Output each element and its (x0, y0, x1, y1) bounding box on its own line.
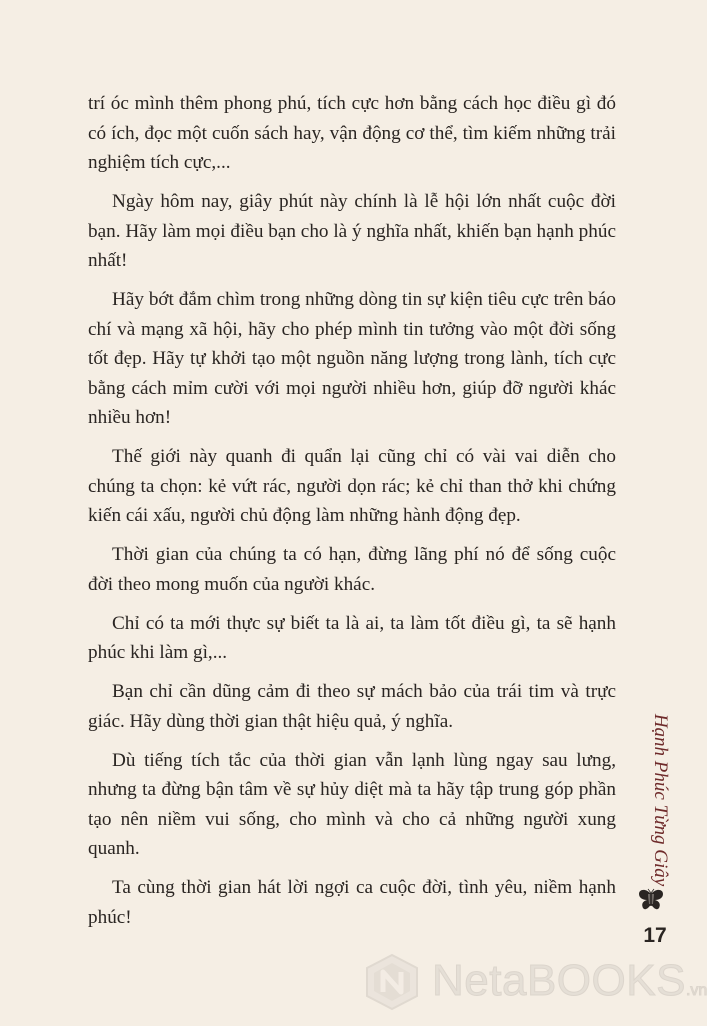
paragraph: Dù tiếng tích tắc của thời gian vẫn lạnh lùng ngay sau lưng, nhưng ta đừng bận tâm về sự hủy diệt mà ta hãy tập trung góp phần tạo nên niềm vui sống, cho mình và cho cả những người xung quanh. (88, 749, 616, 859)
running-title-text: Hạnh Phúc Từng Giây (650, 713, 671, 887)
watermark-brand: NetaBOOKS (432, 956, 686, 1005)
paragraph: Chỉ có ta mới thực sự biết ta là ai, ta làm tốt điều gì, ta sẽ hạnh phúc khi làm gì,... (88, 612, 616, 663)
paragraph: Hãy bớt đắm chìm trong những dòng tin sự kiện tiêu cực trên báo chí và mạng xã hội, hãy cho phép mình tin tưởng vào một đời sống tốt đẹp. Hãy tự khởi tạo một nguồn năng lượng trong lành, tích cực bằng cách mỉm cười với mọi người nhiều hơn, giúp đỡ người khác nhiều hơn! (88, 289, 616, 428)
paragraph: Bạn chỉ cần dũng cảm đi theo sự mách bảo của trái tim và trực giác. Hãy dùng thời gian thật hiệu quả, ý nghĩa. (88, 681, 616, 732)
page-body (88, 89, 616, 942)
paragraph: Thời gian của chúng ta có hạn, đừng lãng phí nó để sống cuộc đời theo mong muốn của người khác. (88, 544, 616, 595)
watermark-suffix: .vn (685, 982, 707, 999)
watermark-text (432, 956, 707, 1006)
neta-n-hexagon-icon (362, 952, 422, 1012)
page-number: 17 (643, 924, 667, 947)
paragraph: Thế giới này quanh đi quẩn lại cũng chỉ có vài vai diễn cho chúng ta chọn: kẻ vứt rác, người dọn rác; kẻ chỉ than thở khi chứng kiến cái xấu, người chủ động làm những hành động đẹp. (88, 446, 616, 526)
paragraph: Ngày hôm nay, giây phút này chính là lễ hội lớn nhất cuộc đời bạn. Hãy làm mọi điều bạn cho là ý nghĩa nhất, khiến bạn hạnh phúc nhất! (88, 191, 616, 271)
running-title (620, 715, 700, 885)
butterfly-icon (637, 888, 665, 912)
paragraph: trí óc mình thêm phong phú, tích cực hơn bằng cách học điều gì đó có ích, đọc một cuốn sách hay, vận động cơ thể, tìm kiếm những trải nghiệm tích cực,... (88, 93, 616, 173)
paragraph: Ta cùng thời gian hát lời ngợi ca cuộc đời, tình yêu, niềm hạnh phúc! (88, 877, 616, 928)
watermark (362, 952, 707, 1016)
